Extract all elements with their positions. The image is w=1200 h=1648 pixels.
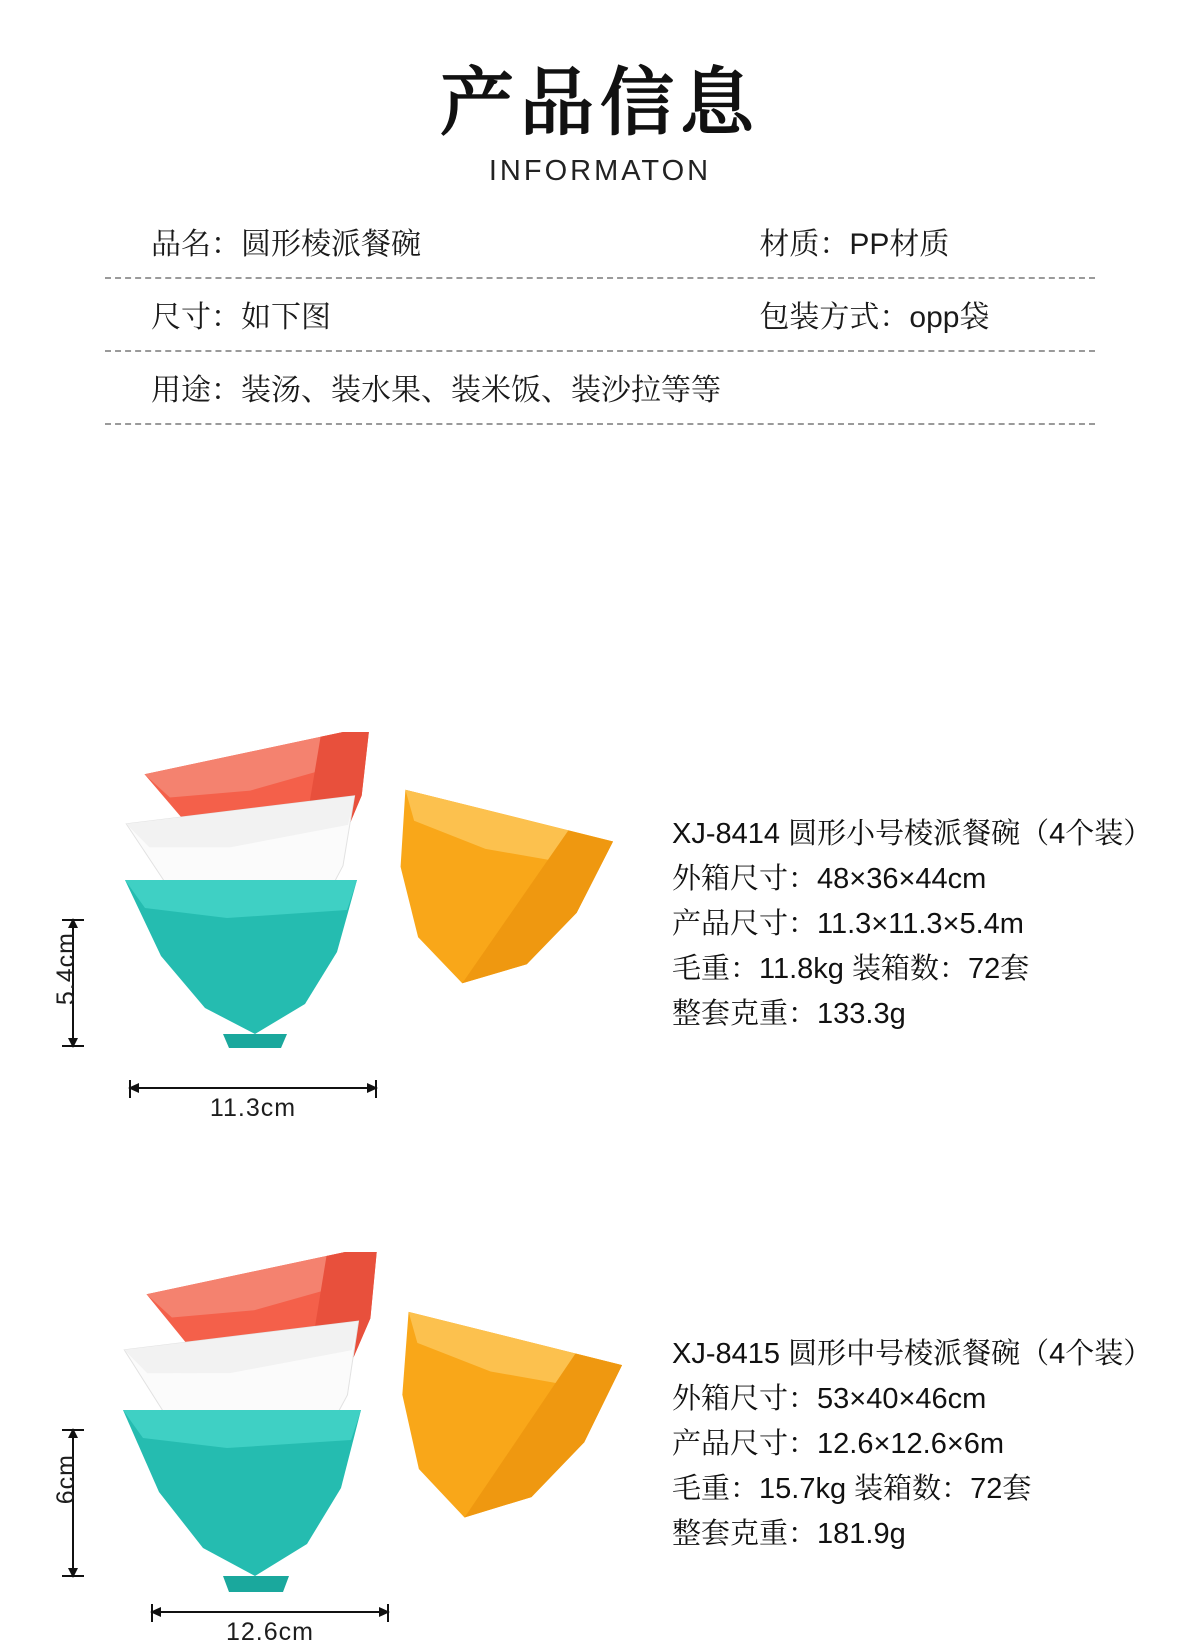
gross-weight-and-carton-qty: 毛重：15.7kg 装箱数：72套 (672, 1472, 1032, 1505)
product-size: 产品尺寸：11.3×11.3×5.4m (672, 907, 1024, 940)
width-dimension (150, 1604, 390, 1646)
height-dimension-label: 5.4cm (52, 932, 80, 1006)
set-weight: 整套克重：181.9g (672, 1517, 906, 1550)
carton-size: 外箱尺寸：53×40×46cm (672, 1382, 987, 1415)
gross-weight-and-carton-qty: 毛重：11.8kg 装箱数：72套 (672, 952, 1030, 985)
divider (105, 277, 1095, 279)
product-size: 产品尺寸：12.6×12.6×6m (672, 1427, 1005, 1460)
product-title: XJ-8415 圆形中号棱派餐碗（4个装） (672, 1338, 1153, 1370)
info-packaging-value: 包装方式：opp袋 (759, 301, 990, 335)
height-dimension (52, 918, 86, 1048)
page-title: 产品信息 (440, 61, 760, 144)
height-dimension (52, 1428, 86, 1578)
info-usage-value: 用途：装汤、装水果、装米饭、装沙拉等等 (151, 374, 721, 408)
page-subtitle: INFORMATON (488, 155, 712, 188)
info-name-value: 品名：圆形棱派餐碗 (151, 228, 421, 262)
divider (105, 423, 1095, 425)
product-spec (672, 1332, 1182, 1557)
set-weight: 整套克重：133.3g (672, 997, 906, 1030)
product-block (0, 732, 1200, 1152)
product-spec (672, 812, 1182, 1037)
product-photo (95, 1252, 655, 1612)
bowls-illustration (95, 1252, 655, 1632)
info-row (105, 295, 1095, 350)
divider (105, 350, 1095, 352)
width-dimension-label: 12.6cm (226, 1618, 314, 1646)
height-dimension-label: 6cm (52, 1454, 80, 1505)
bowls-illustration (95, 732, 655, 1092)
product-title: XJ-8414 圆形小号棱派餐碗（4个装） (672, 818, 1153, 850)
info-row (105, 368, 1095, 423)
width-dimension (128, 1080, 378, 1122)
info-material-value: 材质：PP材质 (759, 228, 950, 262)
product-info-table (105, 222, 1095, 425)
page-header (0, 62, 1200, 188)
width-dimension-label: 11.3cm (209, 1094, 297, 1122)
carton-size: 外箱尺寸：48×36×44cm (672, 862, 987, 895)
product-block (0, 1222, 1200, 1646)
info-size-value: 尺寸：如下图 (151, 301, 331, 335)
info-row (105, 222, 1095, 277)
product-photo (95, 732, 655, 1092)
